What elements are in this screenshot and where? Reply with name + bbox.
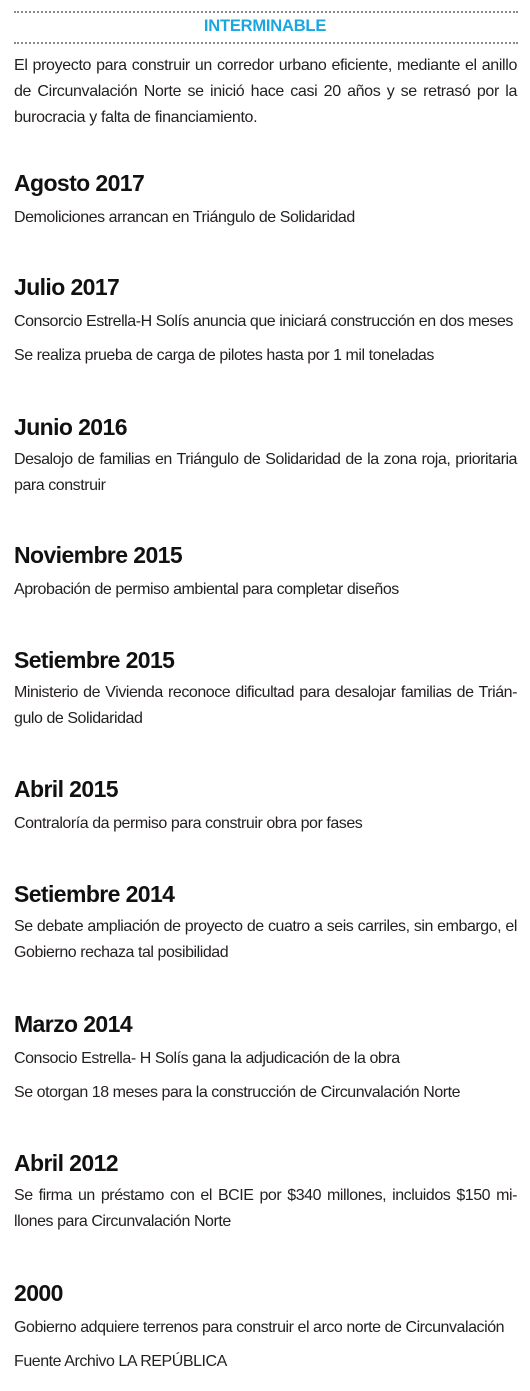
timeline-date: Junio 2016	[14, 414, 127, 440]
timeline-event: Contraloría da permiso para construir obra por fases	[14, 815, 363, 832]
timeline-date: Abril 2012	[14, 1150, 118, 1176]
timeline-event: Ministerio de Vivienda reconoce dificultad para desalojar familias de Trián-gulo de Solidaridad	[14, 684, 517, 727]
kicker-dotted-rule	[14, 42, 518, 44]
timeline-date: 2000	[14, 1280, 63, 1306]
timeline-date: Noviembre 2015	[14, 542, 183, 568]
timeline-entry-agosto-2017	[14, 169, 517, 231]
timeline-event: Se realiza prueba de carga de pilotes hasta por 1 mil toneladas	[14, 347, 434, 364]
timeline-date: Marzo 2014	[14, 1011, 133, 1037]
timeline-entry-junio-2016	[14, 413, 517, 499]
timeline-entry-setiembre-2015	[14, 646, 517, 732]
source-credit: Fuente Archivo LA REPÚBLICA	[14, 1353, 227, 1370]
timeline-entry-julio-2017	[14, 273, 517, 369]
timeline-event: Consorcio Estrella-H Solís anuncia que iniciará construcción en dos meses	[14, 313, 513, 330]
timeline-date: Agosto 2017	[14, 170, 145, 196]
timeline-entry-abril-2015	[14, 775, 517, 837]
timeline-date: Setiembre 2015	[14, 647, 175, 673]
timeline-event: Demoliciones arrancan en Triángulo de Solidaridad	[14, 209, 355, 226]
timeline-date: Setiembre 2014	[14, 881, 175, 907]
timeline-event: Gobierno adquiere terrenos para construir el arco norte de Circunvalación	[14, 1319, 505, 1336]
timeline-entry-2000	[14, 1279, 517, 1375]
timeline-date: Abril 2015	[14, 776, 118, 802]
timeline-event: Consocio Estrella- H Solís gana la adjudicación de la obra	[14, 1050, 400, 1067]
timeline-event: Se firma un préstamo con el BCIE por $340 millones, incluidos $150 mi-llones para Circunvalación Norte	[14, 1187, 517, 1230]
kicker-title: INTERMINABLE	[203, 17, 327, 35]
timeline-entry-noviembre-2015	[14, 541, 517, 603]
top-dotted-rule	[14, 11, 518, 13]
timeline-entry-marzo-2014	[14, 1010, 517, 1106]
timeline-event: Se otorgan 18 meses para la construcción de Circunvalación Norte	[14, 1084, 461, 1101]
intro-paragraph: El proyecto para construir un corredor urbano eficiente, mediante el anillo de Circunvalación Norte se inició hace casi 20 años y se retrasó por la burocracia y falta de financiamiento.	[14, 57, 517, 126]
timeline-event: Se debate ampliación de proyecto de cuatro a seis carriles, sin embargo, el Gobierno rechaza tal posibilidad	[14, 918, 517, 961]
timeline-entry-abril-2012	[14, 1149, 517, 1235]
timeline-event: Aprobación de permiso ambiental para completar diseños	[14, 581, 399, 598]
timeline-date: Julio 2017	[14, 274, 120, 300]
timeline-event: Desalojo de familias en Triángulo de Solidaridad de la zona roja, prioritaria para construir	[14, 451, 517, 494]
timeline-entry-setiembre-2014	[14, 880, 517, 966]
